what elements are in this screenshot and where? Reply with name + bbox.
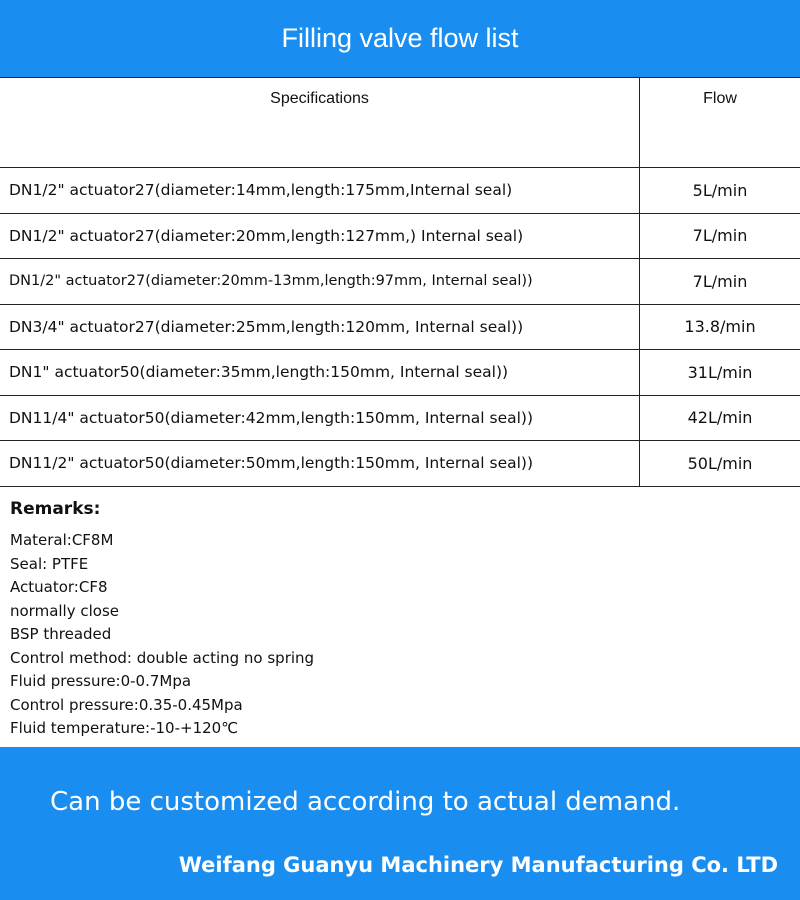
spec-cell: DN1/2" actuator27(diameter:14mm,length:175mm,Internal seal)	[0, 168, 640, 213]
table-row	[0, 168, 800, 214]
flow-cell: 42L/min	[687, 408, 753, 428]
column-header-specifications: Specifications	[0, 78, 640, 167]
table-row	[0, 396, 800, 442]
remark-line-bsp-threaded: BSP threaded	[10, 625, 112, 643]
flow-table	[0, 77, 800, 487]
flow-cell: 31L/min	[687, 362, 753, 382]
remark-line-normally-close: normally close	[10, 601, 120, 620]
spec-cell: DN3/4" actuator27(diameter:25mm,length:120mm, Internal seal))	[0, 305, 640, 350]
customization-note: Can be customized according to actual demand.	[50, 787, 681, 817]
table-row	[0, 441, 800, 487]
remark-line-fluid-pressure: Fluid pressure:0-0.7Mpa	[10, 672, 192, 690]
flow-cell: 7L/min	[692, 226, 748, 246]
spec-cell: DN11/4" actuator50(diameter:42mm,length:150mm, Internal seal))	[0, 396, 640, 441]
flow-cell: 50L/min	[687, 453, 753, 473]
page-title-banner	[0, 0, 800, 77]
table-row	[0, 350, 800, 396]
flow-cell: 5L/min	[692, 180, 748, 200]
remarks-section	[0, 485, 800, 747]
table-header-row	[0, 78, 800, 168]
flow-cell: 7L/min	[692, 271, 748, 291]
table-row	[0, 305, 800, 351]
remarks-title: Remarks:	[10, 499, 101, 519]
spec-cell: DN1" actuator50(diameter:35mm,length:150mm, Internal seal))	[0, 350, 640, 395]
table-row	[0, 259, 800, 305]
column-header-flow: Flow	[703, 90, 737, 107]
spec-cell: DN11/2" actuator50(diameter:50mm,length:150mm, Internal seal))	[0, 441, 640, 486]
page-title: Filling valve flow list	[281, 23, 519, 53]
remark-line-actuator: Actuator:CF8	[10, 578, 108, 596]
table-row	[0, 214, 800, 260]
remark-line-control-method: Control method: double acting no spring	[10, 648, 315, 667]
spec-cell: DN1/2" actuator27(diameter:20mm-13mm,length:97mm, Internal seal))	[0, 259, 640, 304]
remark-line-control-pressure: Control pressure:0.35-0.45Mpa	[10, 695, 243, 714]
remark-line-seal: Seal: PTFE	[10, 554, 89, 573]
company-name: Weifang Guanyu Machinery Manufacturing Co. LTD	[178, 853, 778, 877]
remark-line-fluid-temperature: Fluid temperature:-10-+120℃	[10, 719, 239, 737]
flow-cell: 13.8/min	[684, 317, 756, 337]
spec-cell: DN1/2" actuator27(diameter:20mm,length:127mm,) Internal seal)	[0, 214, 640, 259]
footer-banner	[0, 747, 800, 900]
remark-line-material: Materal:CF8M	[10, 531, 114, 549]
